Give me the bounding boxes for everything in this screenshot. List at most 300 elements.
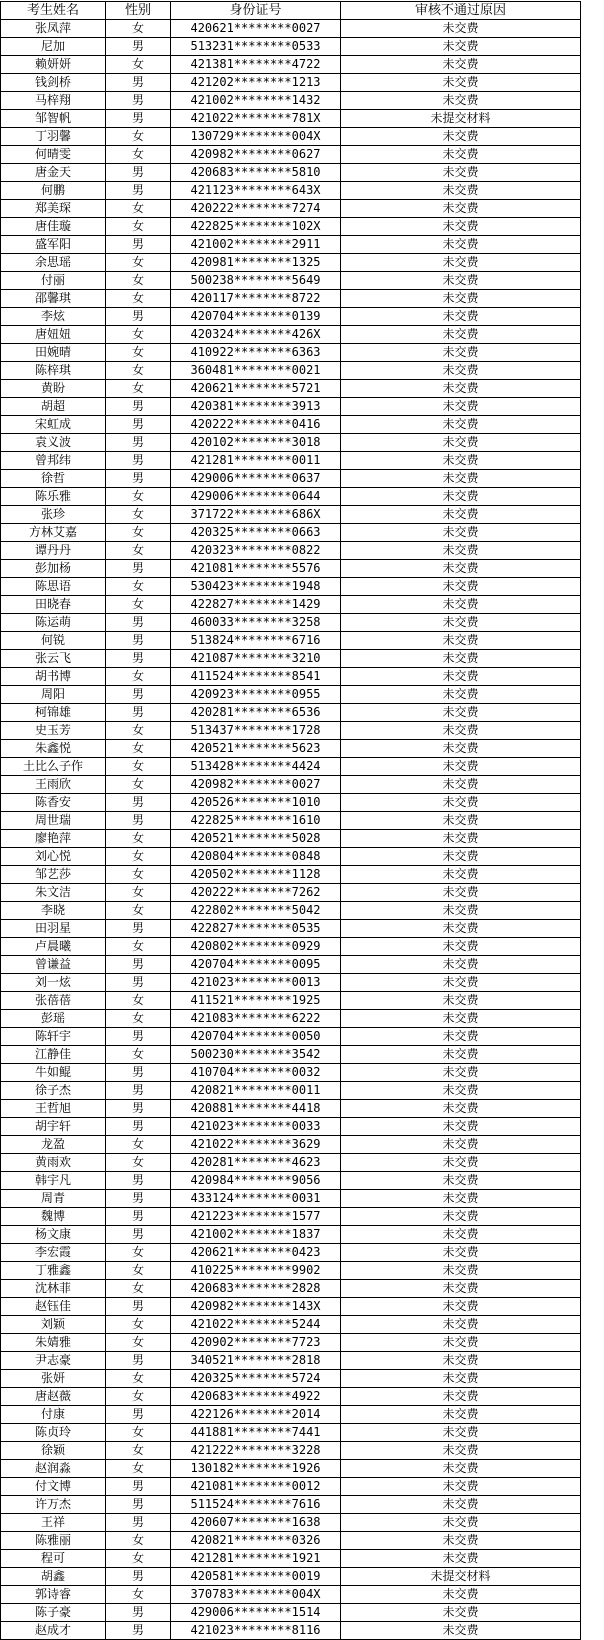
cell-reason: 未交费 <box>341 488 581 506</box>
cell-gender: 女 <box>106 1244 171 1262</box>
cell-id: 420981********1325 <box>171 254 341 272</box>
cell-gender: 男 <box>106 794 171 812</box>
cell-gender: 男 <box>106 632 171 650</box>
cell-gender: 女 <box>106 1046 171 1064</box>
cell-name: 胡宇轩 <box>1 1118 106 1136</box>
cell-name: 曾邦纬 <box>1 452 106 470</box>
cell-reason: 未交费 <box>341 722 581 740</box>
cell-name: 何鹏 <box>1 182 106 200</box>
cell-name: 尹志豪 <box>1 1352 106 1370</box>
cell-gender: 女 <box>106 866 171 884</box>
cell-id: 340521********2818 <box>171 1352 341 1370</box>
cell-id: 420581********0019 <box>171 1568 341 1586</box>
cell-id: 429006********1514 <box>171 1604 341 1622</box>
cell-id: 421022********3629 <box>171 1136 341 1154</box>
cell-gender: 女 <box>106 1010 171 1028</box>
table-row <box>1 920 581 938</box>
cell-reason: 未交费 <box>341 524 581 542</box>
cell-id: 420324********426X <box>171 326 341 344</box>
cell-gender: 女 <box>106 146 171 164</box>
cell-reason: 未交费 <box>341 650 581 668</box>
table-row <box>1 1244 581 1262</box>
cell-gender: 女 <box>106 1424 171 1442</box>
cell-name: 柯锦雄 <box>1 704 106 722</box>
cell-reason: 未交费 <box>341 398 581 416</box>
table-row <box>1 200 581 218</box>
cell-name: 彭瑶 <box>1 1010 106 1028</box>
cell-reason: 未交费 <box>341 362 581 380</box>
cell-reason: 未交费 <box>341 218 581 236</box>
cell-id: 421023********0013 <box>171 974 341 992</box>
cell-gender: 男 <box>106 164 171 182</box>
cell-gender: 女 <box>106 848 171 866</box>
cell-id: 500238********5649 <box>171 272 341 290</box>
cell-gender: 女 <box>106 344 171 362</box>
table-row <box>1 902 581 920</box>
cell-reason: 未交费 <box>341 686 581 704</box>
cell-gender: 女 <box>106 362 171 380</box>
cell-id: 420621********5721 <box>171 380 341 398</box>
cell-name: 陈雅丽 <box>1 1532 106 1550</box>
cell-name: 黄盼 <box>1 380 106 398</box>
cell-gender: 女 <box>106 200 171 218</box>
table-row <box>1 1010 581 1028</box>
cell-reason: 未交费 <box>341 1388 581 1406</box>
cell-reason: 未交费 <box>341 1010 581 1028</box>
cell-name: 付丽 <box>1 272 106 290</box>
cell-gender: 女 <box>106 1316 171 1334</box>
table-row <box>1 56 581 74</box>
cell-id: 511524********7616 <box>171 1496 341 1514</box>
table-row <box>1 1262 581 1280</box>
cell-gender: 女 <box>106 326 171 344</box>
table-row <box>1 1280 581 1298</box>
cell-gender: 男 <box>106 1352 171 1370</box>
cell-reason: 未交费 <box>341 1622 581 1640</box>
cell-gender: 男 <box>106 1604 171 1622</box>
cell-name: 陈香安 <box>1 794 106 812</box>
table-row <box>1 1460 581 1478</box>
table-row <box>1 488 581 506</box>
cell-id: 420102********3018 <box>171 434 341 452</box>
cell-reason: 未交费 <box>341 920 581 938</box>
table-row <box>1 506 581 524</box>
cell-reason: 未提交材料 <box>341 1568 581 1586</box>
cell-gender: 女 <box>106 380 171 398</box>
cell-reason: 未交费 <box>341 740 581 758</box>
cell-id: 500230********3542 <box>171 1046 341 1064</box>
cell-name: 余思瑶 <box>1 254 106 272</box>
cell-reason: 未交费 <box>341 1550 581 1568</box>
cell-id: 130182********1926 <box>171 1460 341 1478</box>
cell-gender: 女 <box>106 1262 171 1280</box>
table-row <box>1 1064 581 1082</box>
cell-id: 421081********5576 <box>171 560 341 578</box>
table-row <box>1 272 581 290</box>
cell-name: 曾谦益 <box>1 956 106 974</box>
table-row <box>1 542 581 560</box>
cell-reason: 未交费 <box>341 1154 581 1172</box>
cell-reason: 未交费 <box>341 1424 581 1442</box>
cell-id: 422825********102X <box>171 218 341 236</box>
table-row <box>1 1154 581 1172</box>
cell-gender: 女 <box>106 506 171 524</box>
table-row <box>1 1316 581 1334</box>
table-row <box>1 578 581 596</box>
cell-id: 420323********0822 <box>171 542 341 560</box>
cell-id: 420704********0095 <box>171 956 341 974</box>
cell-name: 张蓓蓓 <box>1 992 106 1010</box>
cell-gender: 女 <box>106 488 171 506</box>
cell-gender: 女 <box>106 1532 171 1550</box>
cell-name: 韩宇凡 <box>1 1172 106 1190</box>
cell-id: 420607********1638 <box>171 1514 341 1532</box>
cell-gender: 男 <box>106 236 171 254</box>
table-row <box>1 452 581 470</box>
cell-reason: 未交费 <box>341 164 581 182</box>
cell-name: 陈乐雅 <box>1 488 106 506</box>
table-row <box>1 1028 581 1046</box>
cell-id: 420683********4922 <box>171 1388 341 1406</box>
table-row <box>1 524 581 542</box>
cell-id: 421081********0012 <box>171 1478 341 1496</box>
cell-id: 421023********8116 <box>171 1622 341 1640</box>
cell-reason: 未交费 <box>341 1136 581 1154</box>
cell-id: 421083********6222 <box>171 1010 341 1028</box>
cell-id: 420325********5724 <box>171 1370 341 1388</box>
cell-gender: 女 <box>106 1550 171 1568</box>
cell-id: 360481********0021 <box>171 362 341 380</box>
cell-id: 422825********1610 <box>171 812 341 830</box>
table-row <box>1 380 581 398</box>
cell-id: 420704********0139 <box>171 308 341 326</box>
cell-gender: 女 <box>106 902 171 920</box>
cell-reason: 未交费 <box>341 1496 581 1514</box>
cell-name: 牛如鲲 <box>1 1064 106 1082</box>
table-row <box>1 722 581 740</box>
cell-reason: 未交费 <box>341 1460 581 1478</box>
cell-gender: 女 <box>106 1280 171 1298</box>
cell-name: 朱文洁 <box>1 884 106 902</box>
cell-reason: 未交费 <box>341 146 581 164</box>
cell-id: 421381********4722 <box>171 56 341 74</box>
table-row <box>1 1172 581 1190</box>
cell-name: 刘一炫 <box>1 974 106 992</box>
cell-gender: 女 <box>106 830 171 848</box>
cell-id: 420222********7262 <box>171 884 341 902</box>
cell-reason: 未交费 <box>341 668 581 686</box>
cell-reason: 未交费 <box>341 56 581 74</box>
cell-name: 郭诗睿 <box>1 1586 106 1604</box>
cell-reason: 未交费 <box>341 1028 581 1046</box>
cell-reason: 未交费 <box>341 974 581 992</box>
cell-reason: 未交费 <box>341 1316 581 1334</box>
cell-reason: 未交费 <box>341 452 581 470</box>
cell-name: 王哲旭 <box>1 1100 106 1118</box>
table-row <box>1 1082 581 1100</box>
cell-name: 唐金天 <box>1 164 106 182</box>
table-row <box>1 344 581 362</box>
header-reason: 审核不通过原因 <box>341 2 581 20</box>
cell-id: 421223********1577 <box>171 1208 341 1226</box>
cell-gender: 男 <box>106 1100 171 1118</box>
cell-reason: 未交费 <box>341 38 581 56</box>
cell-gender: 男 <box>106 308 171 326</box>
cell-reason: 未交费 <box>341 506 581 524</box>
cell-id: 421281********1921 <box>171 1550 341 1568</box>
table-row <box>1 866 581 884</box>
cell-reason: 未交费 <box>341 74 581 92</box>
table-row <box>1 650 581 668</box>
cell-gender: 女 <box>106 128 171 146</box>
table-row <box>1 92 581 110</box>
cell-name: 尼加 <box>1 38 106 56</box>
cell-id: 420117********8722 <box>171 290 341 308</box>
cell-name: 邵馨琪 <box>1 290 106 308</box>
cell-reason: 未交费 <box>341 560 581 578</box>
cell-id: 420902********7723 <box>171 1334 341 1352</box>
cell-reason: 未交费 <box>341 344 581 362</box>
cell-reason: 未交费 <box>341 632 581 650</box>
table-row <box>1 254 581 272</box>
cell-gender: 男 <box>106 74 171 92</box>
cell-reason: 未交费 <box>341 1532 581 1550</box>
cell-name: 赖妍妍 <box>1 56 106 74</box>
cell-id: 421123********643X <box>171 182 341 200</box>
cell-reason: 未交费 <box>341 866 581 884</box>
cell-gender: 女 <box>106 668 171 686</box>
cell-gender: 女 <box>106 578 171 596</box>
cell-id: 460033********3258 <box>171 614 341 632</box>
cell-id: 420804********0848 <box>171 848 341 866</box>
table-row <box>1 164 581 182</box>
cell-gender: 男 <box>106 1208 171 1226</box>
cell-name: 胡鑫 <box>1 1568 106 1586</box>
cell-gender: 男 <box>106 1514 171 1532</box>
cell-gender: 女 <box>106 1136 171 1154</box>
cell-name: 廖艳萍 <box>1 830 106 848</box>
cell-gender: 男 <box>106 1118 171 1136</box>
cell-name: 刘颖 <box>1 1316 106 1334</box>
cell-name: 盛军阳 <box>1 236 106 254</box>
cell-id: 429006********0644 <box>171 488 341 506</box>
table-row <box>1 1046 581 1064</box>
cell-name: 王雨欣 <box>1 776 106 794</box>
cell-reason: 未交费 <box>341 182 581 200</box>
cell-gender: 男 <box>106 1064 171 1082</box>
cell-reason: 未交费 <box>341 596 581 614</box>
table-row <box>1 812 581 830</box>
cell-reason: 未交费 <box>341 1514 581 1532</box>
cell-gender: 女 <box>106 20 171 38</box>
table-row <box>1 182 581 200</box>
cell-name: 周世瑞 <box>1 812 106 830</box>
cell-gender: 男 <box>106 416 171 434</box>
cell-reason: 未交费 <box>341 1190 581 1208</box>
cell-id: 420281********4623 <box>171 1154 341 1172</box>
cell-name: 陈轩宇 <box>1 1028 106 1046</box>
cell-gender: 女 <box>106 254 171 272</box>
cell-id: 422827********1429 <box>171 596 341 614</box>
cell-gender: 女 <box>106 1334 171 1352</box>
cell-gender: 男 <box>106 1028 171 1046</box>
cell-gender: 男 <box>106 398 171 416</box>
cell-gender: 男 <box>106 704 171 722</box>
cell-gender: 女 <box>106 992 171 1010</box>
cell-reason: 未交费 <box>341 272 581 290</box>
cell-id: 513437********1728 <box>171 722 341 740</box>
cell-name: 程可 <box>1 1550 106 1568</box>
cell-reason: 未交费 <box>341 1172 581 1190</box>
cell-reason: 未交费 <box>341 92 581 110</box>
cell-id: 421002********1837 <box>171 1226 341 1244</box>
cell-name: 马梓翔 <box>1 92 106 110</box>
cell-gender: 女 <box>106 722 171 740</box>
cell-reason: 未交费 <box>341 1334 581 1352</box>
cell-reason: 未交费 <box>341 254 581 272</box>
cell-reason: 未交费 <box>341 614 581 632</box>
table-row <box>1 776 581 794</box>
cell-name: 李炫 <box>1 308 106 326</box>
cell-gender: 男 <box>106 1082 171 1100</box>
cell-id: 420881********4418 <box>171 1100 341 1118</box>
header-id: 身份证号 <box>171 2 341 20</box>
cell-id: 421002********2911 <box>171 236 341 254</box>
table-row <box>1 1406 581 1424</box>
cell-id: 513428********4424 <box>171 758 341 776</box>
table-row <box>1 974 581 992</box>
cell-id: 420982********0627 <box>171 146 341 164</box>
cell-reason: 未交费 <box>341 1406 581 1424</box>
cell-reason: 未交费 <box>341 1262 581 1280</box>
cell-gender: 男 <box>106 110 171 128</box>
cell-reason: 未交费 <box>341 1604 581 1622</box>
table-row <box>1 884 581 902</box>
table-row <box>1 1568 581 1586</box>
cell-reason: 未交费 <box>341 200 581 218</box>
cell-reason: 未交费 <box>341 1226 581 1244</box>
cell-name: 唐妞妞 <box>1 326 106 344</box>
cell-gender: 男 <box>106 1496 171 1514</box>
cell-reason: 未交费 <box>341 704 581 722</box>
cell-id: 420621********0423 <box>171 1244 341 1262</box>
cell-name: 李晓 <box>1 902 106 920</box>
cell-name: 赵钰佳 <box>1 1298 106 1316</box>
cell-name: 徐子杰 <box>1 1082 106 1100</box>
cell-reason: 未交费 <box>341 578 581 596</box>
cell-name: 张云飞 <box>1 650 106 668</box>
cell-gender: 女 <box>106 290 171 308</box>
cell-reason: 未交费 <box>341 794 581 812</box>
cell-gender: 男 <box>106 470 171 488</box>
table-row <box>1 956 581 974</box>
cell-reason: 未交费 <box>341 1370 581 1388</box>
cell-id: 422802********5042 <box>171 902 341 920</box>
cell-name: 黄雨欢 <box>1 1154 106 1172</box>
table-body <box>1 20 581 1640</box>
table-row <box>1 1604 581 1622</box>
cell-reason: 未交费 <box>341 1244 581 1262</box>
table-row <box>1 1388 581 1406</box>
header-name: 考生姓名 <box>1 2 106 20</box>
cell-id: 429006********0637 <box>171 470 341 488</box>
cell-id: 421022********781X <box>171 110 341 128</box>
cell-gender: 男 <box>106 434 171 452</box>
cell-gender: 男 <box>106 686 171 704</box>
table-row <box>1 614 581 632</box>
cell-name: 彭加杨 <box>1 560 106 578</box>
cell-gender: 女 <box>106 524 171 542</box>
cell-gender: 男 <box>106 1172 171 1190</box>
cell-gender: 女 <box>106 1586 171 1604</box>
header-gender: 性别 <box>106 2 171 20</box>
spreadsheet <box>0 1 580 1640</box>
table-row <box>1 1586 581 1604</box>
table-row <box>1 20 581 38</box>
cell-reason: 未交费 <box>341 434 581 452</box>
header-row <box>1 2 581 20</box>
cell-name: 王祥 <box>1 1514 106 1532</box>
cell-reason: 未交费 <box>341 848 581 866</box>
cell-reason: 未交费 <box>341 812 581 830</box>
cell-name: 杨文康 <box>1 1226 106 1244</box>
cell-name: 丁羽馨 <box>1 128 106 146</box>
cell-id: 420982********0027 <box>171 776 341 794</box>
table-row <box>1 236 581 254</box>
table-row <box>1 992 581 1010</box>
table-row <box>1 110 581 128</box>
cell-gender: 女 <box>106 758 171 776</box>
table-row <box>1 128 581 146</box>
cell-gender: 女 <box>106 218 171 236</box>
cell-gender: 女 <box>106 596 171 614</box>
cell-id: 371722********686X <box>171 506 341 524</box>
cell-name: 朱鑫悦 <box>1 740 106 758</box>
cell-name: 田晓春 <box>1 596 106 614</box>
table-row <box>1 1370 581 1388</box>
table-row <box>1 1424 581 1442</box>
cell-name: 陈梓琪 <box>1 362 106 380</box>
cell-name: 赵润淼 <box>1 1460 106 1478</box>
cell-gender: 男 <box>106 92 171 110</box>
cell-reason: 未交费 <box>341 1442 581 1460</box>
cell-name: 谭丹丹 <box>1 542 106 560</box>
cell-reason: 未交费 <box>341 1046 581 1064</box>
cell-id: 420821********0326 <box>171 1532 341 1550</box>
table-row <box>1 1622 581 1640</box>
table-row <box>1 38 581 56</box>
cell-reason: 未交费 <box>341 992 581 1010</box>
cell-name: 方林艾嘉 <box>1 524 106 542</box>
cell-id: 420621********0027 <box>171 20 341 38</box>
cell-name: 赵成才 <box>1 1622 106 1640</box>
cell-name: 袁义波 <box>1 434 106 452</box>
cell-gender: 男 <box>106 560 171 578</box>
cell-name: 张珍 <box>1 506 106 524</box>
cell-reason: 未交费 <box>341 308 581 326</box>
cell-id: 421202********1213 <box>171 74 341 92</box>
cell-gender: 男 <box>106 1622 171 1640</box>
cell-reason: 未交费 <box>341 1208 581 1226</box>
cell-name: 许万杰 <box>1 1496 106 1514</box>
cell-gender: 女 <box>106 776 171 794</box>
cell-id: 420521********5623 <box>171 740 341 758</box>
cell-id: 420502********1128 <box>171 866 341 884</box>
cell-gender: 女 <box>106 1370 171 1388</box>
cell-id: 420982********143X <box>171 1298 341 1316</box>
table-row <box>1 704 581 722</box>
cell-id: 422126********2014 <box>171 1406 341 1424</box>
